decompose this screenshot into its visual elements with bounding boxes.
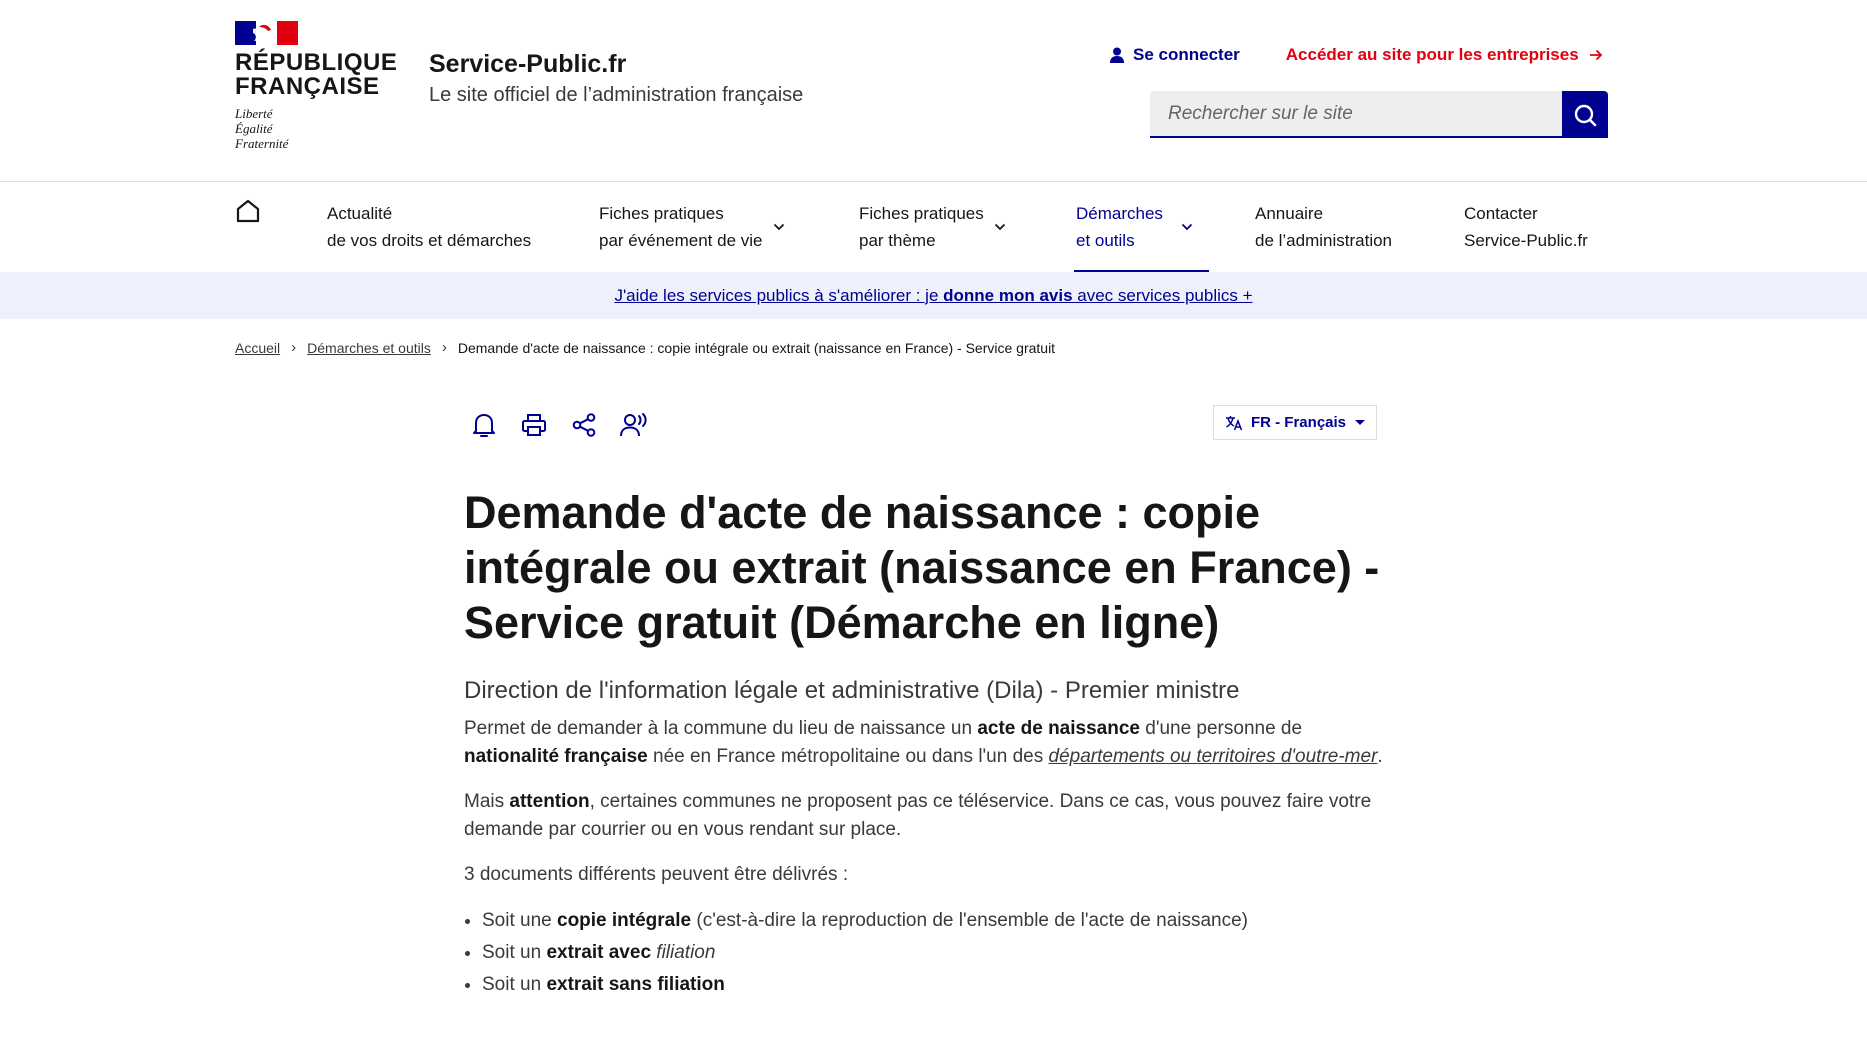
strong-text: attention — [509, 791, 590, 812]
text: Soit une — [482, 909, 557, 931]
print-button[interactable] — [519, 410, 549, 440]
feedback-strong: donne mon avis — [943, 285, 1073, 305]
strong-text: copie intégrale — [557, 909, 692, 931]
arrow-right-icon — [1589, 49, 1603, 61]
language-label: FR - Français — [1250, 414, 1347, 431]
nav-label-line2: et outils — [1076, 231, 1135, 250]
share-icon — [571, 412, 597, 438]
text: (c'est-à-dire la reproduction de l'ensemble de l'acte de naissance) — [691, 909, 1249, 931]
search-button[interactable] — [1562, 91, 1608, 138]
main-nav — [0, 182, 1867, 273]
page-title: Demande d'acte de naissance : copie intégrale ou extrait (naissance en France) - Service gratuit (Démarche en ligne) — [464, 487, 1380, 648]
nav-label-line1: Fiches pratiques — [599, 204, 724, 223]
nav-item-contacter[interactable] — [1464, 182, 1588, 272]
search-input[interactable] — [1150, 91, 1562, 138]
article-content — [464, 485, 1384, 1001]
warning-paragraph — [464, 788, 1384, 843]
republique-francaise-text — [235, 51, 397, 99]
nav-label-line2: par événement de vie — [599, 231, 763, 250]
feedback-banner — [0, 272, 1867, 319]
breadcrumb-current: Demande d'acte de naissance : copie intégrale ou extrait (naissance en France) - Service gratuit — [457, 339, 1056, 356]
nav-item-demarches-et-outils[interactable] — [1076, 182, 1193, 272]
service-brand[interactable] — [429, 48, 803, 108]
marianne-flag-icon — [235, 21, 298, 45]
strong-text: nationalité française — [464, 745, 648, 767]
nav-label-line2: de vos droits et démarches — [327, 231, 532, 250]
feedback-link[interactable] — [614, 286, 1252, 306]
login-label: Se connecter — [1133, 45, 1240, 64]
article-author: Direction de l'information légale et administrative (Dila) - Premier ministre — [464, 677, 1240, 704]
nav-label-line2: Service-Public.fr — [1464, 231, 1588, 250]
feedback-text-2: avec services publics + — [1072, 285, 1253, 305]
nav-label-line1: Démarches — [1076, 204, 1163, 223]
nav-item-evenement-de-vie[interactable] — [599, 182, 785, 272]
text: Soit un — [482, 941, 547, 963]
nav-item-annuaire[interactable] — [1255, 182, 1392, 272]
nav-label-line1: Actualité — [327, 204, 393, 223]
share-button[interactable] — [569, 410, 599, 440]
documents-intro: 3 documents différents peuvent être délivrés : — [464, 864, 849, 885]
caret-down-icon — [1355, 420, 1365, 425]
nav-item-actualite[interactable] — [327, 182, 531, 272]
nav-label-line1: Annuaire — [1255, 204, 1324, 223]
devise — [235, 106, 397, 151]
site-header — [0, 0, 1867, 182]
header-tools — [1110, 40, 1603, 70]
text: née en France métropolitaine ou dans l'un des — [647, 745, 1049, 767]
list-item — [482, 969, 1384, 1001]
search-icon — [1573, 103, 1597, 127]
listen-button[interactable] — [619, 410, 649, 440]
breadcrumb-home[interactable]: Accueil — [235, 339, 281, 356]
nav-label-line1: Contacter — [1464, 204, 1538, 223]
notification-button[interactable] — [469, 410, 499, 440]
service-title: Service-Public.fr — [429, 50, 627, 78]
marianne-logo[interactable] — [235, 21, 397, 151]
breadcrumb-separator: › — [291, 339, 297, 356]
feedback-text-1: J'aide les services publics à s'améliorer : je — [614, 285, 944, 305]
article-tools — [469, 410, 669, 440]
nav-home[interactable] — [235, 198, 261, 229]
devise-egalite: Égalité — [235, 121, 273, 136]
documents-list — [464, 905, 1384, 1001]
intro-paragraph — [464, 715, 1384, 770]
logo-line-1: RÉPUBLIQUE — [235, 49, 398, 76]
breadcrumb-demarches[interactable]: Démarches et outils — [307, 339, 431, 356]
nav-item-par-theme[interactable] — [859, 182, 1006, 272]
text: Soit un — [482, 973, 547, 995]
site-search — [1150, 91, 1608, 138]
logo-line-2: FRANÇAISE — [235, 73, 380, 100]
nav-label-line2: par thème — [859, 231, 936, 250]
service-tagline: Le site officiel de l’administration française — [429, 84, 804, 106]
chevron-down-icon — [994, 223, 1006, 231]
filiation-link[interactable]: filiation — [656, 941, 716, 963]
entreprises-link[interactable] — [1286, 45, 1603, 65]
bell-icon — [471, 411, 497, 439]
printer-icon — [521, 412, 547, 438]
text: Permet de demander à la commune du lieu de naissance un — [464, 718, 978, 739]
text: . — [1377, 745, 1383, 767]
home-icon — [235, 198, 261, 224]
text: Mais — [464, 791, 510, 812]
translate-icon — [1225, 415, 1243, 431]
chevron-down-icon — [773, 223, 785, 231]
breadcrumb — [235, 339, 1055, 356]
devise-fraternite: Fraternité — [235, 136, 289, 151]
breadcrumb-separator: › — [441, 339, 447, 356]
strong-text: extrait avec — [546, 941, 652, 963]
user-icon — [1110, 47, 1124, 63]
entreprises-label: Accéder au site pour les entreprises — [1285, 45, 1579, 64]
nav-label-line2: de l’administration — [1255, 231, 1393, 250]
list-item — [482, 937, 1384, 969]
text-to-speech-icon — [620, 412, 648, 438]
list-item — [482, 905, 1384, 937]
text: d'une personne de — [1139, 718, 1303, 739]
login-link[interactable] — [1110, 45, 1240, 65]
devise-liberte: Liberté — [235, 106, 273, 121]
dom-tom-link[interactable]: départements ou territoires d'outre-mer — [1048, 745, 1378, 767]
language-selector[interactable] — [1213, 405, 1377, 440]
strong-text: extrait sans filiation — [546, 973, 725, 995]
text: , certaines communes ne proposent pas ce téléservice. Dans ce cas, vous pouvez faire votre demande par courrier ou en vous rendant sur place. — [464, 791, 1372, 840]
strong-text: acte de naissance — [977, 718, 1140, 739]
nav-label-line1: Fiches pratiques — [859, 204, 984, 223]
chevron-down-icon — [1181, 223, 1193, 231]
